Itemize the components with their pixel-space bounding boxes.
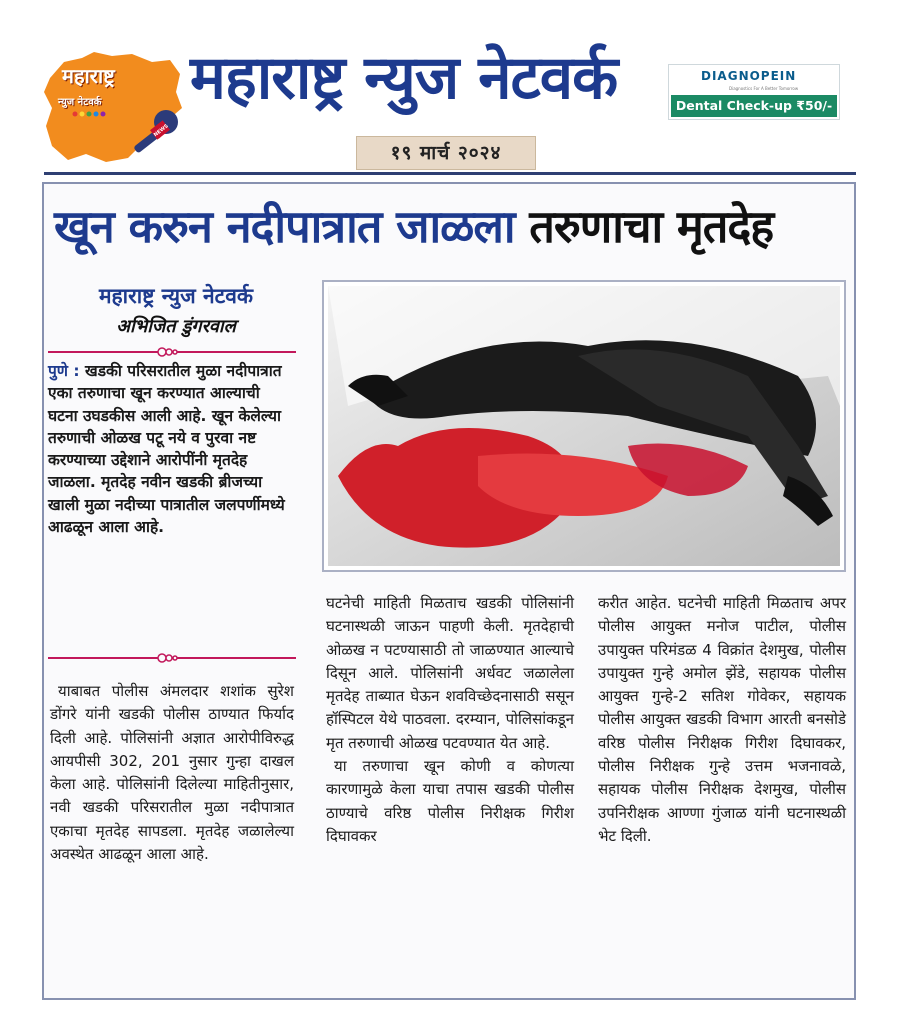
issue-date: १९ मार्च २०२४ — [356, 136, 536, 170]
masthead-title: महाराष्ट्र न्युज नेटवर्क — [190, 43, 618, 113]
byline-organization: महाराष्ट्र न्युज नेटवर्क — [98, 284, 254, 308]
color-dots-icon — [72, 111, 108, 117]
ad-offer: Dental Check-up ₹50/- — [671, 95, 837, 117]
headline-part-blue: खून करुन नदीपात्रात जाळला — [54, 200, 515, 253]
ornament-divider — [48, 652, 296, 664]
column-2-paragraph-2: या तरुणाचा खून कोणी व कोणत्या कारणामुळे केला याचा तपास खडकी पोलीस ठाण्याचे वरिष्ठ पोलीस निरीक्षक गिरीश दिघावकर — [326, 757, 574, 845]
advertisement-banner[interactable] — [668, 64, 840, 120]
logo-title: महाराष्ट्र — [62, 64, 115, 88]
article-column-3 — [598, 592, 846, 848]
article-photo[interactable] — [322, 280, 846, 572]
lead-paragraph — [48, 360, 294, 538]
masthead-rule — [44, 172, 856, 175]
column-1-text: याबाबत पोलीस अंमलदार शशांक सुरेश डोंगरे यांनी खडकी पोलीस ठाण्यात फिर्याद दिली आहे. पोलिसांनी अज्ञात आरोपीविरुद्ध आयपीसी 302, 201 नुसार गुन्हा दाखल केला आहे. पोलिसांनी दिलेल्या माहितीनुसार, नवी खडकी परिसरातील मुळा नदीपात्रात एकाचा मृतदेह सापडला. मृतदेह जळालेल्या अवस्थेत आढळून आला आहे. — [50, 682, 294, 864]
column-2-paragraph-1: घटनेची माहिती मिळताच खडकी पोलिसांनी घटनास्थळी जाऊन पाहणी केली. मृतदेहाची ओळख न पटण्यासाठी तो जाळण्यात आल्याचे दिसून आले. पोलिसांनी अर्धवट जळालेला मृतदेह ताब्यात घेऊन शवविच्छेदनासाठी ससून हॉस्पिटल येथे पाठवला. दरम्यान, पोलिसांकडून मृत तरुणाची ओळख पटवण्यात येत आहे. — [326, 594, 574, 752]
ornament-divider — [48, 346, 296, 358]
logo — [42, 48, 184, 166]
crime-scene-illustration — [328, 286, 840, 566]
lead-text: खडकी परिसरातील मुळा नदीपात्रात एका तरुणाचा खून करण्यात आल्याची घटना उघडकीस आली आहे. खून केलेल्या तरुणाची ओळख पटू नये व पुरवा नष्ट करण्याच्या उद्देशाने आरोपींनी मृतदेह जाळला. मृतदेह नवीन खडकी ब्रीजच्या खाली मुळा नदीच्या पात्रातील जलपर्णीमध्ये आढळून आला आहे. — [48, 362, 285, 537]
column-3-text: करीत आहेत. घटनेची माहिती मिळताच अपर पोलीस आयुक्त मनोज पाटील, पोलीस उपायुक्त परिमंडळ 4 विक्रांत देशमुख, पोलीस उपायुक्त गुन्हे अमोल झेंडे, सहायक पोलीस आयुक्त गुन्हे-2 सतिश गोवेकर, सहायक पोलीस आयुक्त खडकी विभाग आरती बनसोडे वरिष्ठ पोलीस निरीक्षक गिरीश दिघावकर, पोलीस निरीक्षक गुन्हे उत्तम भजनावळे, सहायक पोलीस निरीक्षक देशमुख, पोलीस उपनिरीक्षक आण्णा गुंजाळ यांनी घटनास्थळी भेट दिली. — [598, 594, 846, 845]
byline-reporter: अभिजित डुंगरवाल — [116, 316, 236, 337]
mic-label: NEWS — [152, 123, 170, 139]
headline-part-black: तरुणाचा मृतदेह — [529, 200, 774, 253]
article-column-2 — [326, 592, 574, 848]
article-column-1 — [50, 680, 294, 866]
article-headline — [54, 196, 850, 258]
ad-tagline: Diagnostics For A Better Tomorrow — [729, 86, 799, 91]
microphone-icon — [124, 106, 184, 160]
ad-brand: DIAGNOPEIN — [701, 69, 797, 83]
logo-subtitle: न्युज नेटवर्क — [58, 97, 102, 108]
dateline-city: पुणे : — [48, 362, 80, 380]
